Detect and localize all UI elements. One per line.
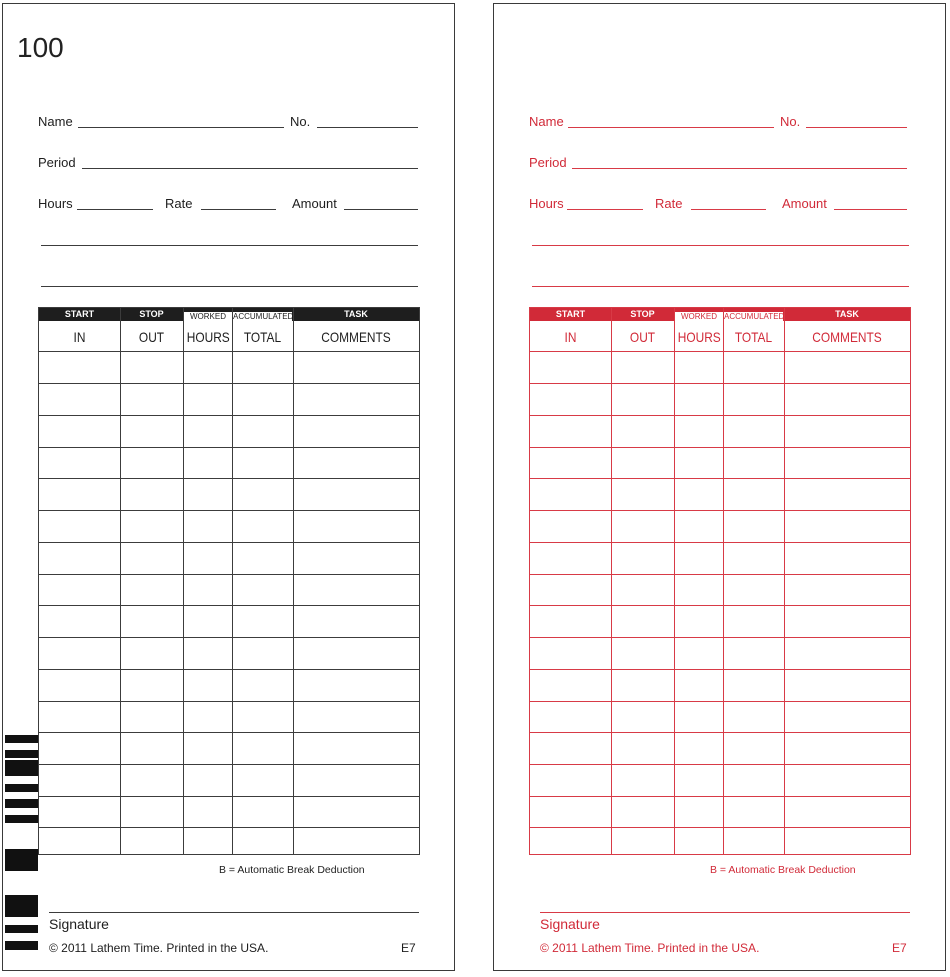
- name-label: Name: [529, 114, 564, 129]
- name-field-line[interactable]: [78, 127, 284, 128]
- column-header: COMMENTS: [812, 329, 882, 345]
- column-top-label: WORKED: [675, 312, 723, 322]
- amount-field-line[interactable]: [344, 209, 418, 210]
- table-row[interactable]: [530, 510, 910, 511]
- table-row[interactable]: [39, 637, 419, 638]
- card-number: 100: [17, 32, 64, 63]
- table-row[interactable]: [530, 574, 910, 575]
- blank-line[interactable]: [532, 245, 909, 246]
- period-field-line[interactable]: [82, 168, 418, 169]
- table-row[interactable]: [39, 732, 419, 733]
- column-top-label: WORKED: [184, 312, 232, 322]
- column-top-label: START: [555, 309, 586, 319]
- table-row[interactable]: [530, 796, 910, 797]
- break-deduction-note: B = Automatic Break Deduction: [219, 864, 365, 876]
- header-row-line: [530, 351, 910, 352]
- column-header: TOTAL: [734, 329, 773, 345]
- rate-field-line[interactable]: [201, 209, 276, 210]
- no-field-line[interactable]: [317, 127, 418, 128]
- table-row[interactable]: [39, 542, 419, 543]
- table-row[interactable]: [530, 669, 910, 670]
- time-card-front: [2, 3, 455, 971]
- column-top-label: ACCUMULATED: [233, 312, 294, 321]
- column-header: COMMENTS: [321, 329, 391, 345]
- amount-label: Amount: [292, 196, 337, 211]
- copyright-text: © 2011 Lathem Time. Printed in the USA.: [49, 941, 269, 955]
- period-label: Period: [38, 155, 76, 170]
- table-row[interactable]: [39, 574, 419, 575]
- signature-label: Signature: [49, 916, 109, 932]
- table-row[interactable]: [39, 447, 419, 448]
- timing-mark: [5, 815, 38, 823]
- column-divider: [120, 308, 121, 854]
- signature-line[interactable]: [540, 912, 910, 913]
- name-no-row: [38, 112, 416, 128]
- timing-mark: [5, 799, 38, 808]
- table-row[interactable]: [530, 447, 910, 448]
- header-row-line: [39, 351, 419, 352]
- copyright-text: © 2011 Lathem Time. Printed in the USA.: [540, 941, 760, 955]
- column-divider: [674, 308, 675, 854]
- blank-line[interactable]: [41, 286, 418, 287]
- timing-mark: [5, 849, 38, 871]
- table-row[interactable]: [39, 827, 419, 828]
- table-row[interactable]: [530, 478, 910, 479]
- column-top-label: ACCUMULATED: [724, 312, 785, 321]
- column-top-label: TASK: [835, 309, 859, 319]
- no-label: No.: [290, 114, 311, 129]
- table-row[interactable]: [39, 764, 419, 765]
- break-deduction-note: B = Automatic Break Deduction: [710, 864, 856, 876]
- column-header: OUT: [629, 329, 656, 345]
- timing-mark: [5, 941, 38, 950]
- hours-field-line[interactable]: [77, 209, 153, 210]
- table-row[interactable]: [530, 605, 910, 606]
- table-row[interactable]: [530, 415, 910, 416]
- column-header: HOURS: [677, 329, 721, 345]
- signature-label: Signature: [540, 916, 600, 932]
- amount-label: Amount: [782, 196, 827, 211]
- column-divider: [611, 308, 612, 854]
- timing-mark: [5, 735, 38, 743]
- period-field-line[interactable]: [572, 168, 907, 169]
- rate-label: Rate: [655, 196, 683, 211]
- table-row[interactable]: [39, 796, 419, 797]
- hours-rate-amount-row: [529, 194, 907, 210]
- rate-label: Rate: [165, 196, 193, 211]
- hours-label: Hours: [529, 196, 564, 211]
- table-row[interactable]: [39, 478, 419, 479]
- column-top-label: TASK: [344, 309, 368, 319]
- period-row: [38, 153, 416, 169]
- hours-field-line[interactable]: [567, 209, 643, 210]
- signature-line[interactable]: [49, 912, 419, 913]
- column-divider: [232, 308, 233, 854]
- timing-mark: [5, 750, 38, 758]
- table-row[interactable]: [530, 383, 910, 384]
- no-label: No.: [780, 114, 801, 129]
- table-row[interactable]: [530, 701, 910, 702]
- time-entry-table: [529, 307, 911, 855]
- form-code: E7: [892, 941, 907, 955]
- blank-line[interactable]: [532, 286, 909, 287]
- table-row[interactable]: [530, 764, 910, 765]
- form-code: E7: [401, 941, 416, 955]
- table-row[interactable]: [530, 637, 910, 638]
- column-divider: [723, 308, 724, 854]
- table-row[interactable]: [530, 827, 910, 828]
- table-row[interactable]: [530, 542, 910, 543]
- timing-mark: [5, 925, 38, 933]
- name-label: Name: [38, 114, 73, 129]
- timing-mark: [5, 784, 38, 792]
- column-header: TOTAL: [243, 329, 282, 345]
- no-field-line[interactable]: [806, 127, 907, 128]
- column-top-label: STOP: [139, 309, 164, 319]
- name-no-row: [529, 112, 907, 128]
- time-card-back: [493, 3, 946, 971]
- table-row[interactable]: [530, 732, 910, 733]
- rate-field-line[interactable]: [691, 209, 766, 210]
- table-row[interactable]: [39, 605, 419, 606]
- time-entry-table: [38, 307, 420, 855]
- column-header: HOURS: [186, 329, 230, 345]
- timing-mark: [5, 760, 38, 776]
- column-top-label: STOP: [630, 309, 655, 319]
- column-header: IN: [73, 329, 86, 345]
- column-divider: [183, 308, 184, 854]
- period-row: [529, 153, 907, 169]
- column-header: OUT: [138, 329, 165, 345]
- table-row[interactable]: [39, 669, 419, 670]
- table-row[interactable]: [39, 415, 419, 416]
- table-row[interactable]: [39, 383, 419, 384]
- column-divider: [293, 308, 294, 854]
- blank-line[interactable]: [41, 245, 418, 246]
- name-field-line[interactable]: [568, 127, 774, 128]
- column-top-label: START: [64, 309, 95, 319]
- table-row[interactable]: [39, 510, 419, 511]
- hours-rate-amount-row: [38, 194, 416, 210]
- column-header: IN: [564, 329, 577, 345]
- period-label: Period: [529, 155, 567, 170]
- hours-label: Hours: [38, 196, 73, 211]
- amount-field-line[interactable]: [834, 209, 907, 210]
- table-row[interactable]: [39, 701, 419, 702]
- timing-mark: [5, 895, 38, 917]
- column-divider: [784, 308, 785, 854]
